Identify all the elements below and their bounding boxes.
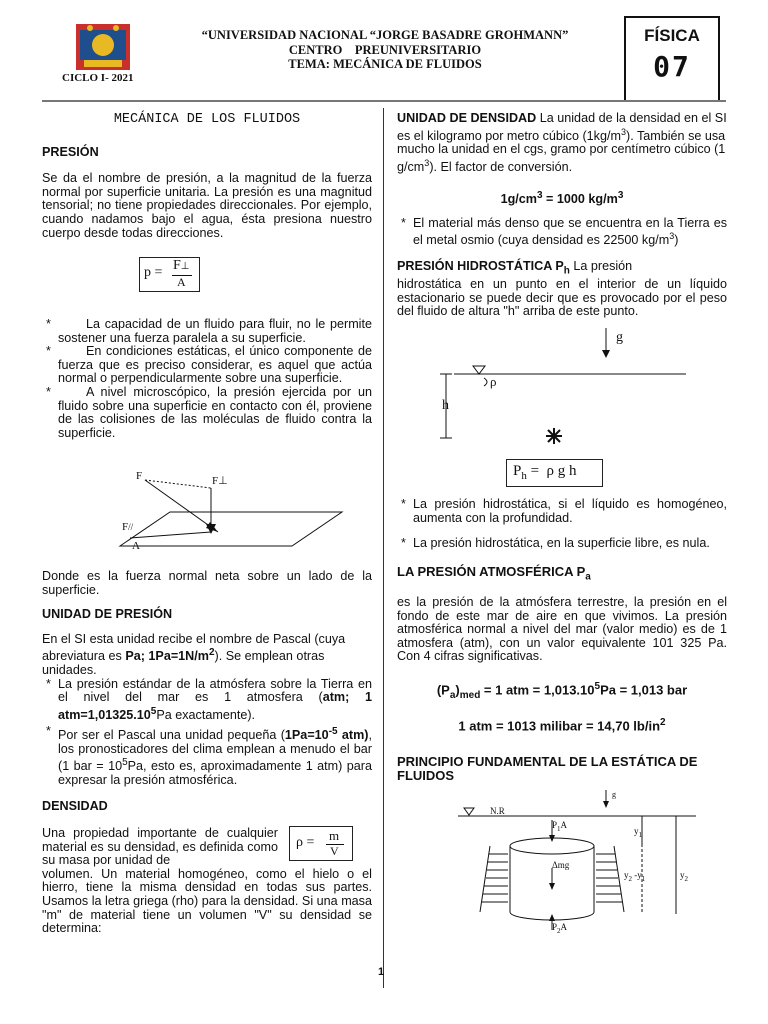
university-name: “UNIVERSIDAD NACIONAL “JORGE BASADRE GROHMANN” — [201, 28, 569, 42]
subject-label: FÍSICA — [644, 26, 700, 45]
osmio-note: * El material más denso que se encuentra en la Tierra es el metal osmio (cuya densidad es 22500 $kg/m^3$) — [401, 215, 727, 248]
list-item: * En condiciones estáticas, el único componente de fuerza que es preciso considerar, es aquel que actúa normal o perpendicularmente sobre una superficie. — [46, 344, 372, 386]
densidad-paragraph-1: Una propiedad importante de cualquier material es su densidad, es definida como su masa por unidad de — [42, 826, 278, 868]
list-item: * La capacidad de un fluido para fluir, no le permite sostener una fuerza paralela a su superficie. — [46, 317, 372, 345]
reference-level-label: N.R — [490, 806, 505, 816]
density-formula: ρ = m V — [289, 826, 353, 861]
densidad-paragraph-2: volumen. Un material homogéneo, como el hielo o el hierro, tiene la misma densidad en todas sus partes. Usamos la letra griega (rho) para la densidad. Si una masa "m" de material tiene un volumen "V" su densidad se determina: — [42, 866, 372, 936]
presion-hidrostatica-paragraph: hidrostática en un punto en el interior de un líquido estacionario se puede decir que es provocado por el peso del fluido de altura "h" arriba de este punto. — [397, 277, 727, 319]
pressure-formula: p = F⊥ A — [139, 257, 200, 292]
unidad-heading: UNIDAD DE PRESIÓN — [42, 607, 173, 622]
rho-label: ρ — [490, 374, 497, 389]
atm-equation-2: 1 atm = 1013 milibar = 14,70 $lb/in^2$ — [458, 717, 666, 734]
principio-heading: PRINCIPIO FUNDAMENTAL DE LA ESTÁTICA DE FLUIDOS — [397, 754, 698, 783]
area-label: A — [132, 540, 140, 552]
subject-box — [624, 16, 720, 102]
presion-atmosferica-paragraph: es la presión de la atmósfera terrestre, la presión en el fondo de este mar de aire en que vivimos. La presión atmosférica normal a nivel del mar (valor medio) es de 1 atmosfera (atm), con un valor equivalente 101 325 Pa. Con 4 cifras significativas. — [397, 594, 727, 664]
y2-y1-label: $y_2$ $-y_1$ — [624, 870, 646, 883]
force-diagram — [110, 466, 350, 562]
column-divider — [383, 108, 384, 988]
weight-label: Δmg — [552, 860, 570, 870]
bottom-force-label: $P_2A$ — [552, 922, 568, 935]
fluid-statics-diagram — [456, 784, 706, 944]
height-label: h — [442, 398, 449, 413]
page-number: 1 — [378, 966, 385, 978]
unidad-paragraph: En el SI esta unidad recibe el nombre de Pascal (cuya abreviatura es Pa; $1Pa=1N/m^2$). Se emplean otras unidades. — [42, 631, 346, 678]
list-item: * Por ser el Pascal una unidad pequeña ($1Pa=10^{-5}$ atm), los pronosticadores del clima emplean a menudo el bar (1 bar = $10^5Pa$, esto es, aproximadamente 1 atm) para expresar la presión atmosférica. — [46, 723, 372, 787]
subject-number: 07 — [653, 50, 691, 83]
university-logo — [70, 22, 136, 72]
center-name: CENTRO PREUNIVERSITARIO — [288, 43, 482, 57]
unidad-densidad-paragraph: UNIDAD DE DENSIDAD La unidad de la densidad en el SI es el kilogramo por metro cúbico $(1kg/m^3)$. También se usa mucho la unidad en el cgs, gramo por centímetro cúbico (1 $g/cm^3$). El factor de conversión. — [397, 111, 727, 175]
force-parallel-label: F// — [122, 521, 134, 533]
gravity-label: g — [612, 790, 616, 799]
force-perp-label: F⊥ — [212, 475, 228, 487]
y2-label: $y_2$ — [680, 870, 688, 883]
donde-paragraph: Donde es la fuerza normal neta sobre un lado de la superficie. — [42, 569, 372, 597]
topic-title: TEMA: MECÁNICA DE FLUIDOS — [288, 57, 482, 71]
list-item: * La presión hidrostática, si el líquido es homogéneo, aumenta con la profundidad. — [401, 497, 727, 525]
presion-paragraph: Se da el nombre de presión, a la magnitud de la fuerza normal por superficie unitaria. La presión es una magnitud tensorial; no tiene propiedades direccionales. Por ejemplo, cuando nadamos bajo el agua, ésta presiona nuestro cuerpo desde todas direcciones. — [42, 171, 372, 240]
top-force-label: $P_1A$ — [552, 820, 568, 833]
y1-label: $y_1$ — [634, 826, 642, 839]
presion-atmosferica-heading: LA PRESIÓN ATMOSFÉRICA $P_a$ — [397, 563, 591, 583]
list-item: * La presión hidrostática, en la superficie libre, es nula. — [401, 536, 710, 551]
force-label: F — [136, 470, 143, 482]
cycle-label: CICLO I- 2021 — [62, 72, 134, 84]
section-title: MECÁNICA DE LOS FLUIDOS — [113, 112, 301, 127]
presion-heading: PRESIÓN — [42, 144, 99, 159]
densidad-heading: DENSIDAD — [42, 799, 108, 814]
header-rule — [42, 100, 726, 102]
atm-equation-1: $(P_a)_{med} = 1$ atm = $1,013.10^5Pa = 1,013$ bar — [436, 680, 688, 701]
list-item: * La presión estándar de la atmósfera sobre la Tierra en el nivel del mar es 1 atmosfera (atm; 1 $atm=1,01325.10^5Pa$ exactamente). — [46, 676, 373, 723]
hydrostatic-formula: $P_h = \rho$ g h — [506, 459, 603, 487]
gravity-label: g — [616, 330, 623, 345]
conversion-factor: $1g/cm^3 = 1000$ $kg/m^3$ — [500, 189, 624, 206]
presion-hidrostatica-heading: PRESIÓN HIDROSTÁTICA $P_h$ La presión — [397, 258, 633, 277]
list-item: * A nivel microscópico, la presión ejercida por un fluido sobre una superficie en contacto con él, proviene de las colisiones de las moléculas de fluido contra la superficie. — [46, 384, 372, 440]
hydrostatic-diagram — [430, 322, 700, 452]
